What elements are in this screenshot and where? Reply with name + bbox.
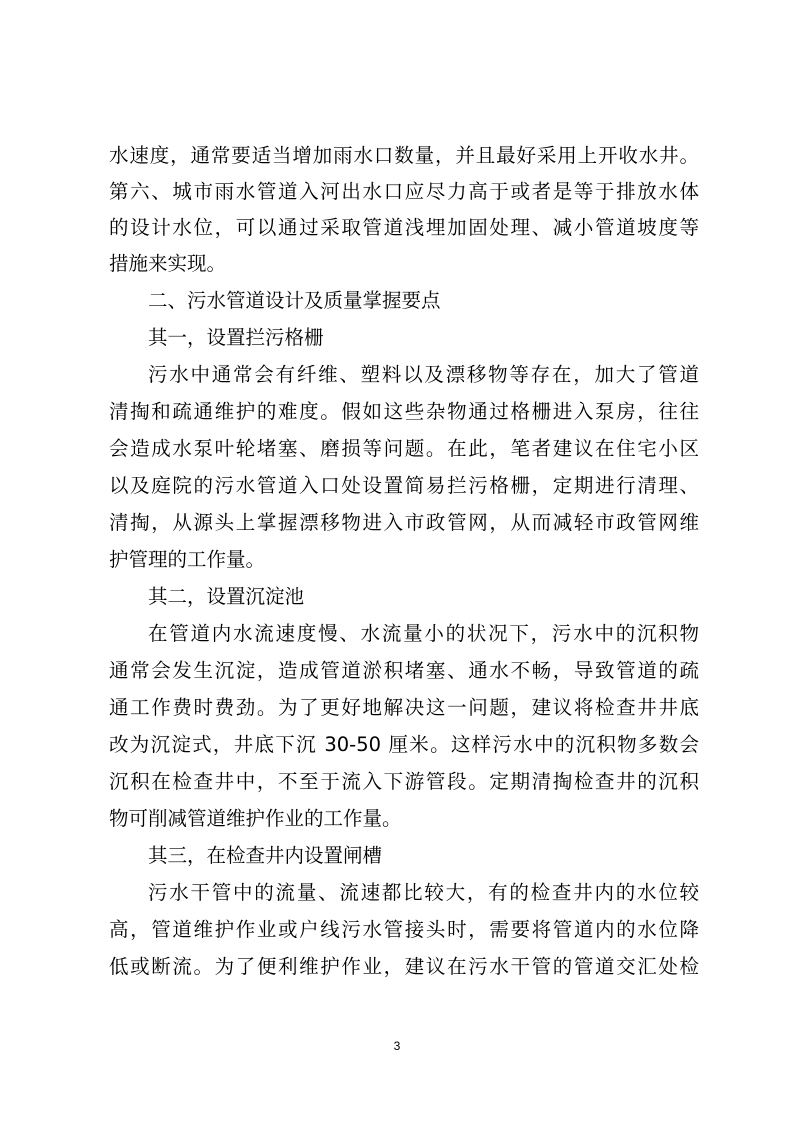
body-line: 在管道内水流速度慢、水流量小的状况下，污水中的沉积物 — [148, 622, 699, 645]
body-line: 污水干管中的流量、流速都比较大，有的检查井内的水位较 — [148, 881, 699, 904]
body-line: 护管理的工作量。 — [109, 548, 266, 571]
body-line: 低或断流。为了便利维护作业，建议在污水干管的管道交汇处检 — [109, 955, 699, 978]
subsection-heading: 其一，设置拦污格栅 — [148, 326, 324, 349]
body-line: 改为沉淀式，井底下沉 30-50 厘米。这样污水中的沉积物多数会 — [109, 733, 699, 756]
body-line: 第六、城市雨水管道入河出水口应尽力高于或者是等于排放水体 — [109, 180, 699, 203]
body-line: 水速度，通常要适当增加雨水口数量，并且最好采用上开收水井。 — [109, 144, 699, 167]
body-line: 通常会发生沉淀，造成管道淤积堵塞、通水不畅，导致管道的疏 — [109, 659, 699, 682]
body-line: 高，管道维护作业或户线污水管接头时，需要将管道内的水位降 — [109, 918, 699, 941]
body-line: 以及庭院的污水管道入口处设置简易拦污格栅，定期进行清理、 — [109, 474, 699, 497]
body-line: 物可削减管道维护作业的工作量。 — [109, 807, 402, 830]
subsection-heading: 其三，在检查井内设置闸槽 — [148, 844, 383, 867]
subsection-heading: 其二，设置沉淀池 — [148, 585, 305, 608]
body-line: 通工作费时费劲。为了更好地解决这一问题，建议将检查井井底 — [109, 696, 699, 719]
body-line: 污水中通常会有纤维、塑料以及漂移物等存在，加大了管道 — [148, 363, 699, 386]
body-line: 沉积在检查井中，不至于流入下游管段。定期清掏检查井的沉积 — [109, 770, 699, 793]
body-line: 措施来实现。 — [109, 252, 227, 275]
body-line: 清掏和疏通维护的难度。假如这些杂物通过格栅进入泵房，往往 — [109, 400, 699, 423]
body-line: 的设计水位，可以通过采取管道浅埋加固处理、减小管道坡度等 — [109, 216, 699, 239]
body-line: 清掏，从源头上掌握漂移物进入市政管网，从而减轻市政管网维 — [109, 511, 699, 534]
body-line: 会造成水泵叶轮堵塞、磨损等问题。在此，笔者建议在住宅小区 — [109, 437, 699, 460]
section-heading: 二、污水管道设计及质量掌握要点 — [148, 289, 441, 312]
page-number: 3 — [393, 1039, 401, 1053]
